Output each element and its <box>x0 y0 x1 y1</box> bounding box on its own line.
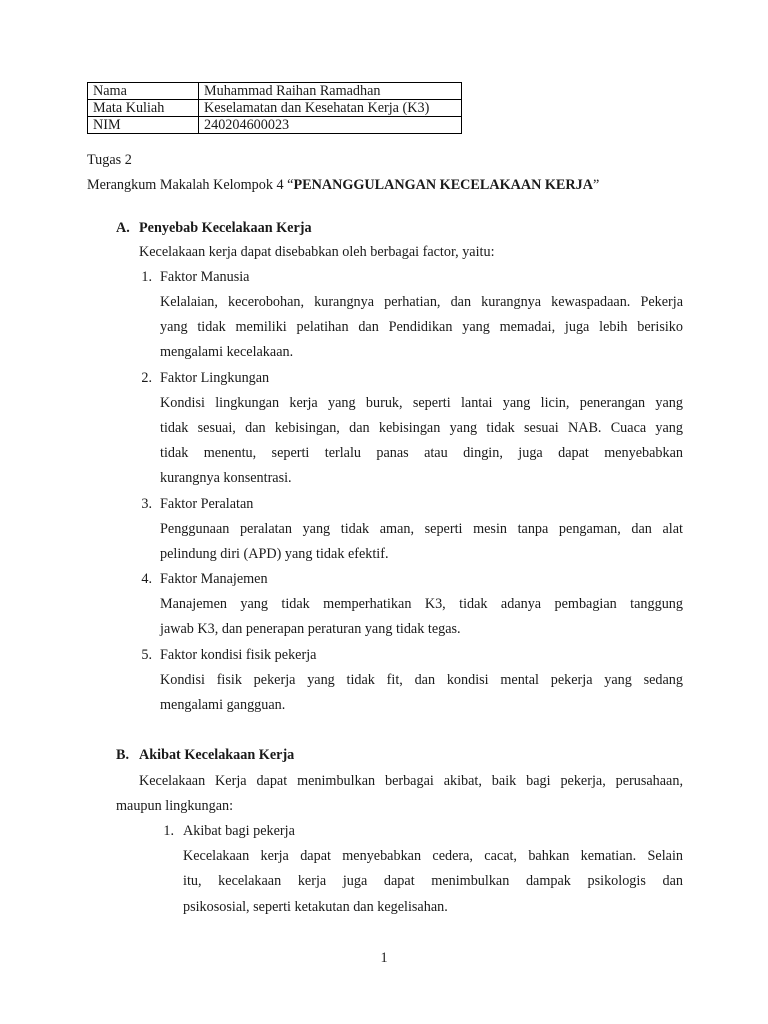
page-number: 1 <box>380 950 388 966</box>
paragraph-line: jawab K3, dan penerapan peraturan yang tidak tegas. <box>160 621 461 637</box>
paragraph-line: Kelalaian, kecerobohan, kurangnya perhatian, dan kurangnya kewaspadaan. Pekerja <box>160 294 683 310</box>
paragraph-line: itu, kecelakaan kerja juga dapat menimbulkan dampak psikologis dan <box>183 873 683 889</box>
list-number: 4. <box>141 571 152 587</box>
list-number: 2. <box>141 370 152 386</box>
table-row <box>88 117 462 134</box>
info-value: 240204600023 <box>199 117 462 134</box>
list-item-title: Faktor Peralatan <box>160 496 254 512</box>
list-item-title: Faktor Manajemen <box>160 571 268 587</box>
paragraph-line: tidak menentu, seperti terlalu panas atau dingin, juga dapat menyebabkan <box>160 445 683 461</box>
table-row <box>88 100 462 117</box>
summary-prefix: Merangkum Makalah Kelompok 4 “ <box>87 177 294 193</box>
section-b-letter: B. <box>116 747 130 763</box>
paragraph-line: mengalami kecelakaan. <box>160 344 294 360</box>
section-b-intro-line: Kecelakaan Kerja dapat menimbulkan berbagai akibat, baik bagi pekerja, perusahaan, <box>139 773 683 789</box>
section-b-title: Akibat Kecelakaan Kerja <box>139 747 295 763</box>
assignment-label: Tugas 2 <box>87 152 132 168</box>
section-a-intro: Kecelakaan kerja dapat disebabkan oleh berbagai factor, yaitu: <box>139 244 495 260</box>
list-number: 1. <box>141 269 152 285</box>
list-item-title: Akibat bagi pekerja <box>183 823 295 839</box>
info-value: Keselamatan dan Kesehatan Kerja (K3) <box>199 100 462 117</box>
info-label: NIM <box>88 117 199 134</box>
list-item-title: Faktor Lingkungan <box>160 370 270 386</box>
paragraph-line: pelindung diri (APD) yang tidak efektif. <box>160 546 389 562</box>
paragraph-line: kurangnya konsentrasi. <box>160 470 292 486</box>
summary-heading <box>87 175 599 195</box>
section-b-intro-line: maupun lingkungan: <box>116 798 234 814</box>
info-value: Muhammad Raihan Ramadhan <box>199 83 462 100</box>
list-number: 1. <box>163 823 174 839</box>
paragraph-line: Manajemen yang tidak memperhatikan K3, tidak adanya pembagian tanggung <box>160 596 683 612</box>
paragraph-line: mengalami gangguan. <box>160 697 286 713</box>
info-label: Mata Kuliah <box>88 100 199 117</box>
table-row <box>88 83 462 100</box>
list-number: 5. <box>141 647 152 663</box>
section-a-title: Penyebab Kecelakaan Kerja <box>139 220 312 236</box>
student-info-table <box>87 82 462 134</box>
summary-title: PENANGGULANGAN KECELAKAAN KERJA <box>293 177 593 193</box>
paragraph-line: yang tidak memiliki pelatihan dan Pendidikan yang memadai, juga lebih berisiko <box>160 319 683 335</box>
list-item-title: Faktor kondisi fisik pekerja <box>160 647 317 663</box>
list-number: 3. <box>141 496 152 512</box>
paragraph-line: Kondisi fisik pekerja yang tidak fit, dan kondisi mental pekerja yang sedang <box>160 672 683 688</box>
paragraph-line: Kondisi lingkungan kerja yang buruk, seperti lantai yang licin, penerangan yang <box>160 395 683 411</box>
paragraph-line: tidak sesuai, dan kebisingan, dan kebisingan yang tidak sesuai NAB. Cuaca yang <box>160 420 683 436</box>
info-label: Nama <box>88 83 199 100</box>
section-a-letter: A. <box>116 220 130 236</box>
paragraph-line: psikososial, seperti ketakutan dan kegelisahan. <box>183 899 448 915</box>
paragraph-line: Kecelakaan kerja dapat menyebabkan cedera, cacat, bahkan kematian. Selain <box>183 848 683 864</box>
list-item-title: Faktor Manusia <box>160 269 250 285</box>
summary-suffix: ” <box>592 177 600 193</box>
paragraph-line: Penggunaan peralatan yang tidak aman, seperti mesin tanpa pengaman, dan alat <box>160 521 683 537</box>
